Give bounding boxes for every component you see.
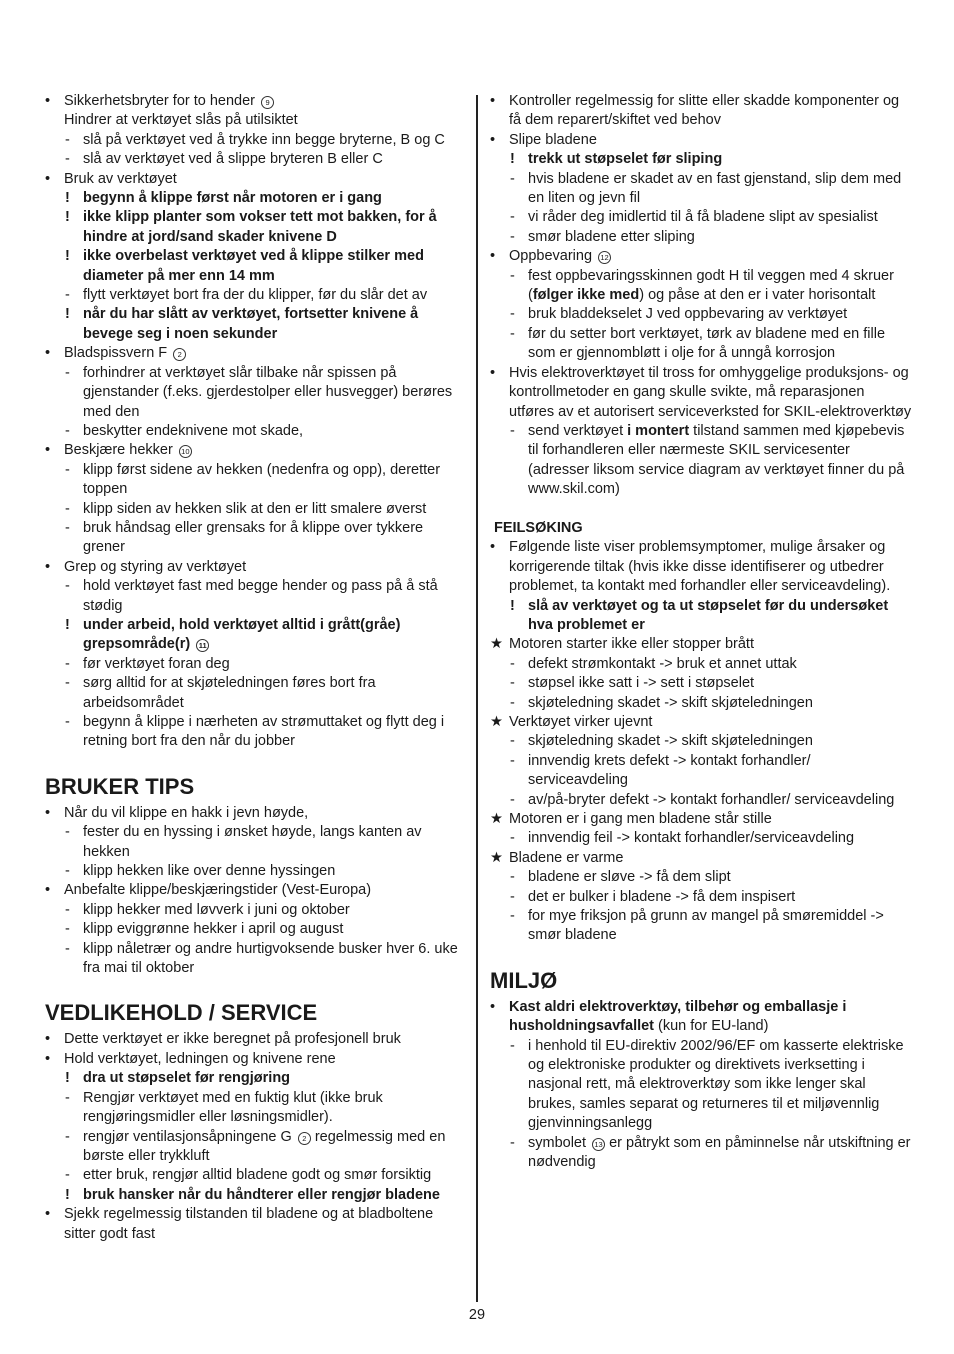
list-item-text: før verktøyet foran deg xyxy=(83,655,230,672)
list-item-text: defekt strømkontakt -> bruk et annet uttak xyxy=(528,655,797,672)
list-marker: • xyxy=(45,1031,51,1048)
list-marker: • xyxy=(490,131,496,148)
page-number: 29 xyxy=(468,1307,486,1323)
sub-list-item xyxy=(45,1166,463,1185)
list-item-text: smør bladene etter sliping xyxy=(528,228,695,245)
figure-reference-icon: 13 xyxy=(592,1138,605,1151)
figure-reference-icon: 11 xyxy=(196,639,209,652)
list-item-text: slå av verktøyet ved å slippe bryteren B eller C xyxy=(83,151,383,168)
list-item-text: trekk ut støpselet før sliping xyxy=(528,151,723,168)
list-marker: • xyxy=(490,93,496,109)
section-heading: MILJØ xyxy=(490,967,558,993)
figure-reference-icon: 2 xyxy=(173,348,186,361)
list-marker: ! xyxy=(65,209,70,226)
list-item-text: rengjør ventilasjonsåpningene G 2 regelmessig med en børste eller trykkluft xyxy=(83,1128,446,1164)
sub-list-item xyxy=(45,862,463,881)
sub-list-item xyxy=(490,732,912,751)
list-marker: - xyxy=(510,267,515,284)
list-marker: - xyxy=(65,1089,70,1106)
list-item-text: innvendig krets defekt -> kontakt forhandler/ serviceavdeling xyxy=(528,752,811,789)
sub-list-item xyxy=(45,674,463,713)
sub-list-item xyxy=(490,305,912,324)
list-marker: - xyxy=(65,675,70,692)
list-marker: ! xyxy=(65,190,70,207)
list-marker: ★ xyxy=(490,636,503,653)
sub-list-item xyxy=(45,655,463,674)
list-marker: ! xyxy=(65,248,70,265)
list-marker: • xyxy=(45,558,51,575)
list-item xyxy=(45,92,463,111)
list-item-text: Hold verktøyet, ledningen og knivene rene xyxy=(64,1050,336,1067)
sub-list-item xyxy=(45,713,463,752)
list-item-text: Verktøyet virker ujevnt xyxy=(509,713,653,730)
list-item-text: slå av verktøyet og ta ut støpselet før du undersøket hva problemet er xyxy=(528,597,889,633)
sub-list-item xyxy=(45,519,463,558)
list-item-text: bladene er sløve -> få dem slipt xyxy=(528,869,731,886)
list-item-text: Dette verktøyet er ikke beregnet på profesjonell bruk xyxy=(64,1031,401,1048)
list-marker: • xyxy=(45,442,51,459)
list-marker: ★ xyxy=(490,811,503,828)
sub-list-item xyxy=(45,901,463,920)
list-item-text: Grep og styring av verktøyet xyxy=(64,558,247,575)
sub-list-item xyxy=(490,150,912,169)
list-item xyxy=(45,170,463,189)
sub-list-item xyxy=(45,577,463,616)
list-marker: - xyxy=(65,151,70,168)
sub-list-item xyxy=(45,131,463,150)
list-marker: - xyxy=(510,422,515,439)
sub-list-item xyxy=(490,829,912,848)
sub-list-item xyxy=(490,907,912,946)
list-item xyxy=(45,344,463,363)
sub-list-item xyxy=(490,267,912,306)
sub-list-item xyxy=(490,694,912,713)
list-item xyxy=(45,1205,463,1244)
sub-list-item xyxy=(45,422,463,441)
list-marker: - xyxy=(65,940,70,957)
list-item-text: Slipe bladene xyxy=(509,131,597,148)
figure-reference-icon: 10 xyxy=(179,445,192,458)
sub-list-item xyxy=(490,170,912,209)
list-marker: - xyxy=(510,675,515,692)
list-item-text: av/på-bryter defekt -> kontakt forhandler/ serviceavdeling xyxy=(528,791,895,808)
list-marker: - xyxy=(65,1128,70,1145)
list-item-text: hvis bladene er skadet av en fast gjenstand, slip dem med en liten og jevn fil xyxy=(528,170,902,207)
sub-list-item xyxy=(490,208,912,227)
list-marker: • xyxy=(45,345,51,362)
sub-list-item xyxy=(490,1134,912,1173)
list-marker: ! xyxy=(510,151,515,168)
sub-list-item xyxy=(45,823,463,862)
list-item-text: skjøteledning skadet -> skift skjøteledningen xyxy=(528,733,813,750)
list-item xyxy=(45,1030,463,1049)
list-item-text: fester du en hyssing i ønsket høyde, langs kanten av hekken xyxy=(83,824,422,860)
sub-list-item xyxy=(45,940,463,979)
list-marker: - xyxy=(510,869,515,886)
list-item-text: Rengjør verktøyet med en fuktig klut (ikke bruk rengjøringsmidler eller løsningsmidler). xyxy=(83,1089,383,1126)
list-item xyxy=(490,131,912,150)
list-item-text: etter bruk, rengjør alltid bladene godt og smør forsiktig xyxy=(83,1167,432,1184)
sub-list-item xyxy=(45,1089,463,1128)
list-item xyxy=(490,713,912,732)
list-marker: • xyxy=(490,998,496,1015)
list-marker: • xyxy=(45,93,51,109)
list-marker: - xyxy=(510,306,515,323)
list-marker: - xyxy=(510,1037,515,1054)
list-item-text: send verktøyet i montert tilstand sammen med kjøpebevis til forhandleren eller nærmeste SKIL servicesenter (adresser liksom service diagram av verktøyet finner du på www.skil.com) xyxy=(528,422,905,498)
sub-list-item xyxy=(490,655,912,674)
list-item-text: Kontroller regelmessig for slitte eller skadde komponenter og få dem reparert/skiftet ved behov xyxy=(509,93,900,129)
list-marker: - xyxy=(510,170,515,187)
list-marker: - xyxy=(65,578,70,595)
list-item-text: før du setter bort verktøyet, tørk av bladene med en fille som er gjennombløtt i olje for å unngå korrosjon xyxy=(528,325,886,362)
list-marker: - xyxy=(510,908,515,925)
list-marker: • xyxy=(490,539,496,556)
list-item-text: begynn å klippe i nærheten av strømuttaket og flytt deg i retning bort fra den når du jobber xyxy=(83,714,445,750)
list-item-text: Bladspissvern F 2 xyxy=(64,345,186,361)
list-item-text: for mye friksjon på grunn av mangel på smøremiddel -> smør bladene xyxy=(528,908,884,944)
list-item-text: når du har slått av verktøyet, fortsetter knivene å bevege seg i noen sekunder xyxy=(83,306,419,342)
list-item-text: begynn å klippe først når motoren er i gang xyxy=(83,190,382,207)
list-item xyxy=(490,849,912,868)
list-marker: - xyxy=(510,752,515,769)
list-item-text: bruk hansker når du håndterer eller rengjør bladene xyxy=(83,1186,440,1203)
sub-list-item xyxy=(490,888,912,907)
list-item-text: symbolet 13 er påtrykt som en påminnelse når utskiftning er nødvendig xyxy=(528,1134,911,1171)
list-item-text: hold verktøyet fast med begge hender og pass på å stå stødig xyxy=(83,578,438,614)
sub-list-item xyxy=(45,247,463,286)
list-marker: • xyxy=(45,882,51,899)
sub-list-item xyxy=(490,752,912,791)
list-marker: - xyxy=(65,714,70,730)
list-marker: - xyxy=(510,228,515,245)
list-item-text: Når du vil klippe en hakk i jevn høyde, xyxy=(64,804,309,821)
list-item-text: fest oppbevaringsskinnen godt H til veggen med 4 skruer (følger ikke med) og påse at den er i vater horisontalt xyxy=(528,267,894,304)
sub-list-item xyxy=(45,150,463,169)
list-marker: - xyxy=(65,901,70,918)
list-item-text: flytt verktøyet bort fra der du klipper, før du slår det av xyxy=(83,287,428,304)
list-item-text: ikke overbelast verktøyet ved å klippe stilker med diameter på mer enn 14 mm xyxy=(83,248,424,284)
paragraph-text: Hindrer at verktøyet slås på utilsiktet xyxy=(64,112,298,129)
list-item xyxy=(490,247,912,266)
list-item-text: klipp først sidene av hekken (nedenfra og opp), deretter toppen xyxy=(83,461,441,498)
list-marker: ! xyxy=(510,597,515,614)
sub-list-item xyxy=(490,422,912,500)
sub-list-item xyxy=(45,286,463,305)
list-marker: - xyxy=(65,824,70,841)
list-item-text: Bruk av verktøyet xyxy=(64,170,177,187)
list-item-text: slå på verktøyet ved å trykke inn begge bryterne, B og C xyxy=(83,131,445,148)
spacer xyxy=(490,500,912,519)
list-marker: - xyxy=(65,1167,70,1184)
list-item-text: bruk bladdekselet J ved oppbevaring av verktøyet xyxy=(528,306,848,323)
sub-list-item xyxy=(45,189,463,208)
list-item-text: i henhold til EU-direktiv 2002/96/EF om kasserte elektriske og elektroniske produkter og direktivets iverksetting i nasjonal rett, må elektroverktøy som ikke lenger skal brukes, samles separat og returneres til et miljøvennlig gjenvinningsanlegg xyxy=(528,1037,904,1132)
list-marker: - xyxy=(510,325,515,342)
sub-list-item xyxy=(45,305,463,344)
list-item-text: sørg alltid for at skjøteledningen føres bort fra arbeidsområdet xyxy=(83,675,376,711)
list-item xyxy=(45,558,463,577)
list-item-text: bruk håndsag eller grensaks for å klippe over tykkere grener xyxy=(83,519,424,556)
section-heading: VEDLIKEHOLD / SERVICE xyxy=(45,1000,318,1026)
list-item-text: Beskjære hekker 10 xyxy=(64,442,192,458)
list-marker: - xyxy=(65,131,70,148)
right-column xyxy=(490,92,912,1173)
list-marker: ! xyxy=(65,616,70,633)
list-marker: - xyxy=(65,422,70,439)
sub-list-item xyxy=(45,1186,463,1205)
sub-list-item xyxy=(490,228,912,247)
list-marker: - xyxy=(510,655,515,672)
list-item xyxy=(490,538,912,596)
list-marker: ★ xyxy=(490,849,503,866)
section-heading: BRUKER TIPS xyxy=(45,773,195,799)
list-marker: - xyxy=(65,863,70,880)
list-item xyxy=(490,810,912,829)
list-item xyxy=(490,998,912,1037)
left-column xyxy=(45,92,463,1244)
list-marker: - xyxy=(510,888,515,905)
sub-list-item xyxy=(45,208,463,247)
list-item-text: Motoren starter ikke eller stopper brått xyxy=(509,636,754,653)
list-item-text: klipp siden av hekken slik at den er litt smalere øverst xyxy=(83,500,427,517)
list-marker: - xyxy=(65,921,70,938)
list-item xyxy=(45,1050,463,1069)
list-item xyxy=(490,92,912,131)
list-item-text: Følgende liste viser problemsymptomer, mulige årsaker og korrigerende tiltak (hvis ikke disse identifiserer og utbedrer problemet, ta kontakt med forhandler eller serviceavdeling). xyxy=(509,539,891,595)
list-marker: • xyxy=(490,364,496,381)
list-item xyxy=(490,635,912,654)
subsection-heading: FEILSØKING xyxy=(494,519,583,536)
list-item-text: Motoren er i gang men bladene står stille xyxy=(509,811,772,828)
list-marker: - xyxy=(65,500,70,517)
list-item xyxy=(490,364,912,422)
list-item-text: vi råder deg imidlertid til å få bladene slipt av spesialist xyxy=(528,209,878,226)
sub-list-item xyxy=(490,674,912,693)
list-item-text: det er bulker i bladene -> få dem inspisert xyxy=(528,888,796,905)
list-marker: - xyxy=(65,364,70,381)
sub-list-item xyxy=(45,1069,463,1088)
list-item-text: Sjekk regelmessig tilstanden til bladene og at bladboltene sitter godt fast xyxy=(64,1206,434,1242)
sub-list-item xyxy=(45,364,463,422)
list-item-text: klipp hekker med løvverk i juni og oktober xyxy=(83,901,350,918)
list-item-text: Hvis elektroverktøyet til tross for omhyggelige produksjons- og kontrollmetoder en gang skulle svikte, må reparasjonen utføres av et autorisert serviceverksted for SKIL-elektroverktøy xyxy=(509,364,912,420)
list-item-text: klipp hekken like over denne hyssingen xyxy=(83,863,336,880)
list-marker: ! xyxy=(65,1186,70,1203)
sub-list-item xyxy=(45,461,463,500)
sub-list-item xyxy=(45,920,463,939)
list-marker: • xyxy=(490,248,496,265)
list-marker: ! xyxy=(65,306,70,323)
list-item-text: støpsel ikke satt i -> sett i støpselet xyxy=(528,675,755,692)
list-marker: - xyxy=(510,733,515,750)
list-item-text: Oppbevaring 12 xyxy=(509,248,611,264)
list-item-text: ikke klipp planter som vokser tett mot bakken, for å hindre at jord/sand skader knivene D xyxy=(83,209,437,245)
list-item-text: under arbeid, hold verktøyet alltid i grått(gråe) grepsområde(r) 11 xyxy=(83,616,401,653)
list-item-text: Bladene er varme xyxy=(509,849,624,866)
list-marker: ! xyxy=(65,1070,70,1087)
list-marker: - xyxy=(510,830,515,847)
column-divider xyxy=(476,95,478,1302)
list-item-text: klipp nåletrær og andre hurtigvoksende busker hver 6. uke fra mai til oktober xyxy=(83,940,458,977)
sub-list-item xyxy=(45,1128,463,1167)
list-item xyxy=(45,441,463,460)
list-marker: - xyxy=(510,791,515,808)
list-item-text: Anbefalte klippe/beskjæringstider (Vest-Europa) xyxy=(64,882,372,899)
list-item-text: Sikkerhetsbryter for to hender 9 xyxy=(64,93,274,109)
list-marker: - xyxy=(510,1134,515,1151)
list-item-text: dra ut støpselet før rengjøring xyxy=(83,1070,291,1087)
sub-list-item xyxy=(45,500,463,519)
list-marker: - xyxy=(65,655,70,672)
figure-reference-icon: 9 xyxy=(261,96,274,109)
figure-reference-icon: 12 xyxy=(598,251,611,264)
list-item-text: skjøteledning skadet -> skift skjøteledningen xyxy=(528,694,813,711)
list-marker: - xyxy=(510,209,515,226)
sub-list-item xyxy=(490,791,912,810)
figure-reference-icon: 2 xyxy=(298,1132,311,1145)
list-item-text: Kast aldri elektroverktøy, tilbehør og emballasje i husholdningsavfallet (kun for EU-land) xyxy=(509,998,847,1035)
list-item-text: forhindrer at verktøyet slår tilbake når spissen på gjenstander (f.eks. gjerdestolper eller husvegger) berøres med den xyxy=(83,364,453,420)
list-marker: - xyxy=(65,287,70,304)
list-marker: • xyxy=(45,1050,51,1067)
list-item-text: innvendig feil -> kontakt forhandler/serviceavdeling xyxy=(528,830,855,847)
sub-list-item xyxy=(490,325,912,364)
list-item xyxy=(45,804,463,823)
sub-list-item xyxy=(490,868,912,887)
sub-list-item xyxy=(490,597,912,636)
list-marker: • xyxy=(45,1206,51,1223)
list-marker: - xyxy=(510,694,515,711)
list-marker: • xyxy=(45,804,51,821)
list-item-text: beskytter endeknivene mot skade, xyxy=(83,422,304,439)
list-marker: - xyxy=(65,519,70,536)
list-marker: - xyxy=(65,461,70,478)
sub-list-item xyxy=(45,616,463,655)
sub-list-item xyxy=(490,1037,912,1134)
list-item xyxy=(45,881,463,900)
list-item-text: klipp eviggrønne hekker i april og august xyxy=(83,921,344,938)
list-marker: • xyxy=(45,170,51,187)
list-marker: ★ xyxy=(490,713,503,730)
